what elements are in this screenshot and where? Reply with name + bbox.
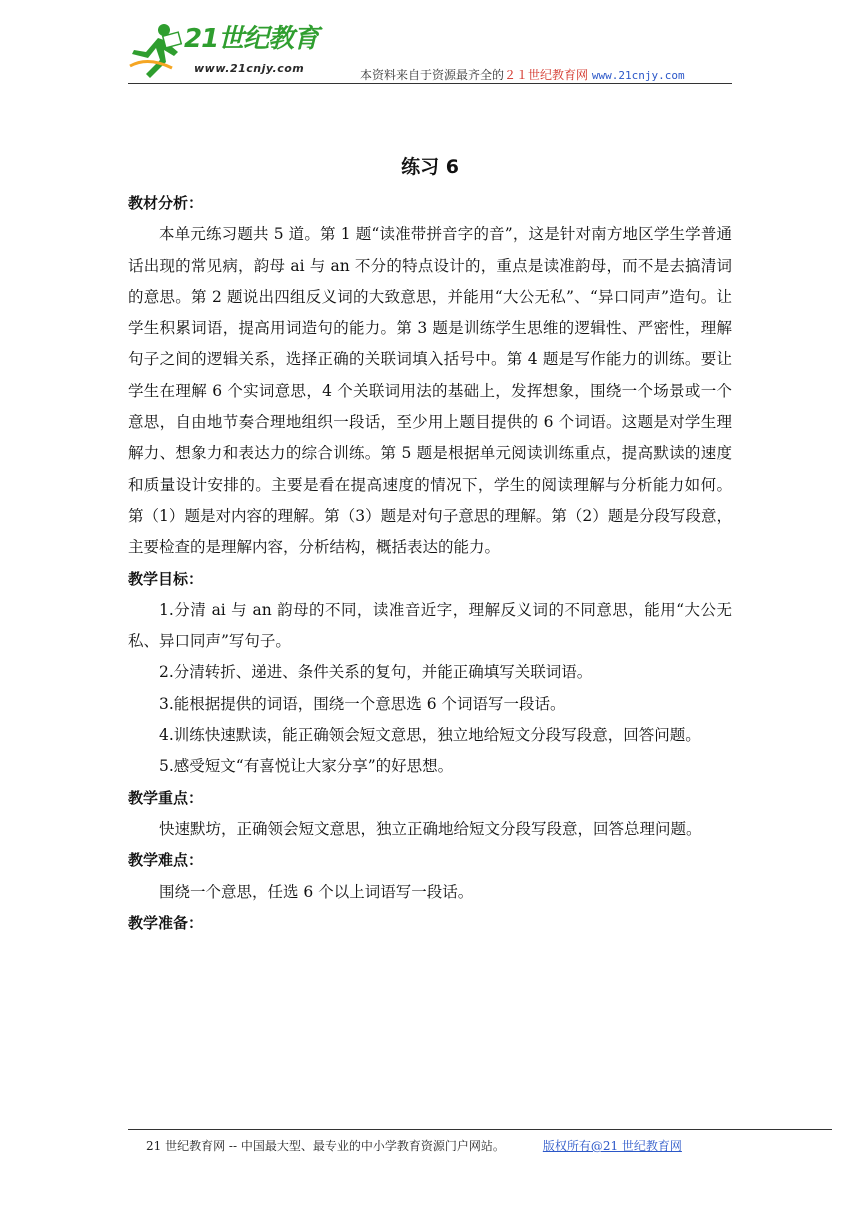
page-header [128,18,732,84]
page-title: 练习 6 [401,156,459,178]
section-heading-analysis: 教材分析： [128,194,204,212]
footer-copyright-link[interactable]: 版权所有@21 世纪教育网 [542,1139,682,1153]
runner-logo-icon [128,22,188,82]
footer-text: 21 世纪教育网 -- 中国最大型、最专业的中小学教育资源门户网站。 [146,1139,505,1153]
objective-item-1: 1.分清 ai 与 an 韵母的不同，读准音近字，理解反义词的不同意思，能用“大公无私、异口同声”写句子。 [128,600,732,651]
key-points-paragraph: 快速默坊，正确领会短文意思，独立正确地给短文分段写段意，回答总理问题。 [159,819,702,838]
document-body [128,188,732,939]
section-heading-difficulties: 教学难点： [128,851,204,870]
section-heading-key-points: 教学重点： [128,788,204,807]
objective-item-5: 5.感受短文“有喜悦让大家分享”的好思想。 [159,757,454,776]
header-divider [128,83,732,84]
objective-item-2: 2.分清转折、递进、条件关系的复句，并能正确填写关联词语。 [159,663,593,682]
analysis-paragraph: 本单元练习题共 5 道。第 1 题“读准带拼音字的音”，这是针对南方地区学生学普通话出现的常见病，韵母 ai 与 an 不分的特点设计的，重点是读准韵母，而不是去搞清词的意思。第 2 题说出四组反义词的大致意思，并能用“大公无私”、“异口同声”造句。让学生积累词语，提高用词造句的能力。第 3 题是训练学生思维的逻辑性、严密性，理解句子之间的逻辑关系，选择正确的关联词填入括号中。第 4 题是写作能力的训练。要让学生在理解 6 个实词意思，4 个关联词用法的基础上，发挥想象，围绕一个场景或一个意思，自由地节奏合理地组织一段话，至少用上题目提供的 6 个词语。这题是对学生理解力、想象力和表达力的综合训练。第 5 题是根据单元阅读训练重点，提高默读的速度和质量设计安排的。主要是看在提高速度的情况下，学生的阅读理解与分析能力如何。第（1）题是对内容的理解。第（3）题是对句子意思的理解。第（2）题是分段写段意，主要检查的是理解内容，分析结构，概括表达的能力。 [128,225,732,557]
page-footer [146,1137,682,1154]
section-heading-objectives: 教学目标： [128,569,204,588]
tagline-brand-link[interactable]: ２１世纪教育网 [504,68,589,82]
objective-item-3: 3.能根据提供的词语，围绕一个意思选 6 个词语写一段话。 [159,694,566,713]
difficulties-paragraph: 围绕一个意思，任选 6 个以上词语写一段话。 [159,882,474,901]
logo-wordmark: 21世纪教育 [184,24,319,54]
logo-url: www.21cnjy.com [194,62,305,75]
footer-divider [128,1129,832,1130]
tagline-prefix: 本资料来自于资源最齐全的 [360,68,505,82]
site-logo[interactable] [128,18,338,82]
objective-item-4: 4.训练快速默读，能正确领会短文意思，独立地给短文分段写段意，回答问题。 [159,726,701,745]
section-heading-preparation: 教学准备： [128,913,204,932]
tagline-url-link[interactable]: www.21cnjy.com [591,69,685,82]
header-tagline [360,66,685,83]
